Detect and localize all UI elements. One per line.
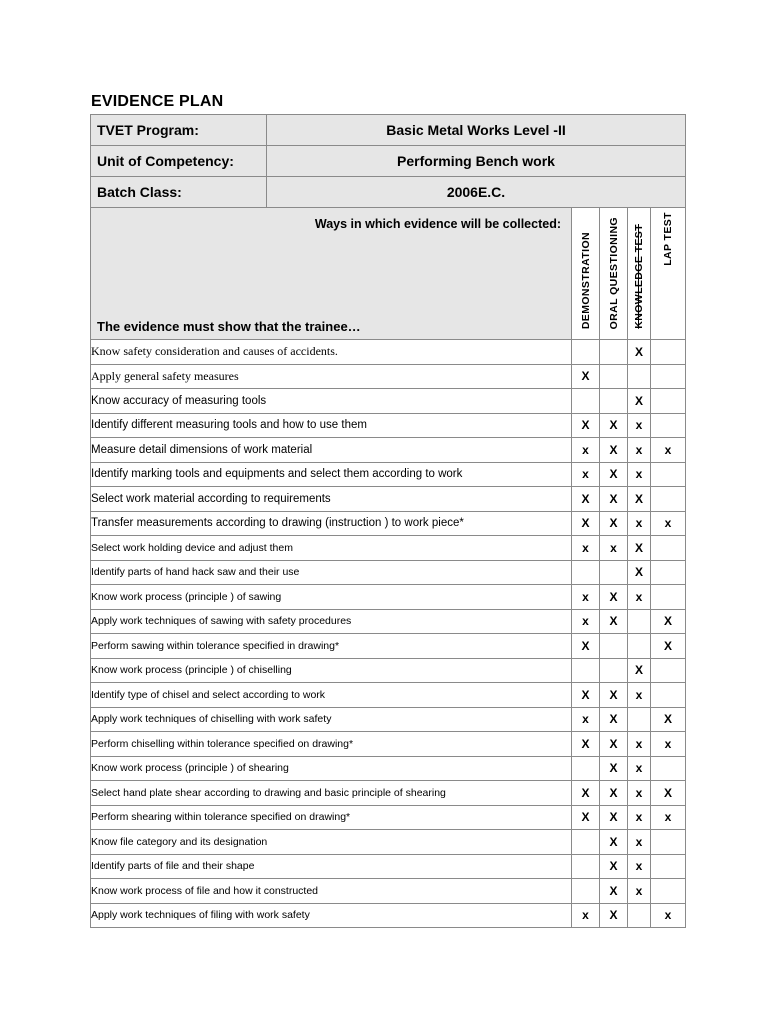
method-mark-cell: X [600,683,628,708]
method-mark-cell: X [651,634,686,659]
method-mark-cell: X [600,462,628,487]
method-mark-cell: x [572,438,600,463]
method-mark-cell [651,340,686,365]
method-mark-cell [651,585,686,610]
method-mark-cell: X [600,903,628,928]
method-mark-cell: X [651,781,686,806]
method-mark-cell [651,487,686,512]
document-title: EVIDENCE PLAN [91,93,224,110]
method-mark-cell: X [651,707,686,732]
method-mark-cell: x [651,805,686,830]
method-mark-cell [600,340,628,365]
criterion-cell: Apply work techniques of filing with work safety [91,903,572,928]
method-mark-cell [651,462,686,487]
method-header-lap-test [651,208,686,340]
method-mark-cell: x [600,536,628,561]
method-mark-cell: X [572,683,600,708]
table-row [91,854,686,879]
method-mark-cell [651,536,686,561]
method-label-oral-questioning: ORAL QUESTIONING [607,216,620,329]
method-mark-cell: X [628,560,651,585]
table-row [91,413,686,438]
method-mark-cell: x [628,511,651,536]
method-mark-cell: x [628,756,651,781]
method-mark-cell: X [572,781,600,806]
method-mark-cell [651,560,686,585]
method-mark-cell [651,854,686,879]
criterion-cell: Apply work techniques of sawing with safety procedures [91,609,572,634]
table-row [91,560,686,585]
unit-value: Performing Bench work [267,146,686,177]
unit-label: Unit of Competency: [91,146,267,177]
criterion-cell: Perform sawing within tolerance specified in drawing* [91,634,572,659]
table-row [91,683,686,708]
method-mark-cell: X [600,487,628,512]
table-row [91,805,686,830]
method-mark-cell [572,830,600,855]
method-mark-cell: x [651,903,686,928]
method-mark-cell: X [600,879,628,904]
method-mark-cell: X [628,536,651,561]
method-mark-cell [628,634,651,659]
method-mark-cell: X [572,487,600,512]
criterion-cell: Select work material according to requirements [91,487,572,512]
method-mark-cell: X [600,854,628,879]
method-mark-cell: X [651,609,686,634]
table-row [91,830,686,855]
method-mark-cell [651,658,686,683]
method-mark-cell [651,389,686,414]
criterion-cell: Know safety consideration and causes of accidents. [91,340,572,365]
table-row [91,658,686,683]
method-mark-cell: x [628,732,651,757]
method-mark-cell [651,830,686,855]
method-mark-cell: x [628,781,651,806]
criterion-cell: Perform chiselling within tolerance specified on drawing* [91,732,572,757]
program-label: TVET Program: [91,115,267,146]
criterion-cell: Know work process (principle ) of chiselling [91,658,572,683]
method-label-lap-test: LAP TEST [662,212,674,266]
method-mark-cell: x [628,854,651,879]
program-row [91,115,686,146]
method-mark-cell: x [651,732,686,757]
criterion-cell: Identify marking tools and equipments and select them according to work [91,462,572,487]
table-row [91,364,686,389]
method-mark-cell [572,340,600,365]
batch-label: Batch Class: [91,177,267,208]
method-mark-cell [651,879,686,904]
method-mark-cell: X [628,340,651,365]
batch-value: 2006E.C. [267,177,686,208]
method-mark-cell [651,364,686,389]
method-label-demonstration: DEMONSTRATION [579,231,592,329]
method-mark-cell [628,707,651,732]
criterion-cell: Identify type of chisel and select according to work [91,683,572,708]
table-row [91,340,686,365]
method-mark-cell: X [628,487,651,512]
methods-header-row [91,208,686,340]
criterion-cell: Know file category and its designation [91,830,572,855]
criterion-cell: Know accuracy of measuring tools [91,389,572,414]
method-mark-cell: X [600,707,628,732]
criterion-cell: Identify parts of file and their shape [91,854,572,879]
criterion-cell: Measure detail dimensions of work material [91,438,572,463]
method-mark-cell [651,756,686,781]
method-mark-cell: X [600,756,628,781]
method-mark-cell [572,658,600,683]
table-row [91,462,686,487]
method-mark-cell: x [628,413,651,438]
method-mark-cell [572,879,600,904]
method-header-demonstration [572,208,600,340]
criterion-cell: Know work process (principle ) of shearing [91,756,572,781]
method-mark-cell: x [628,805,651,830]
table-row [91,389,686,414]
method-mark-cell: x [572,585,600,610]
method-mark-cell: X [600,585,628,610]
method-mark-cell: x [628,830,651,855]
criterion-cell: Perform shearing within tolerance specified on drawing* [91,805,572,830]
method-mark-cell: X [572,634,600,659]
batch-row [91,177,686,208]
method-mark-cell [651,413,686,438]
method-label-knowledge-test: KNOWLEDGE TEST [633,224,645,329]
method-mark-cell: x [572,536,600,561]
method-mark-cell: X [628,658,651,683]
method-mark-cell: x [572,462,600,487]
method-mark-cell: x [572,707,600,732]
method-mark-cell [628,364,651,389]
method-mark-cell [600,658,628,683]
table-row [91,585,686,610]
method-mark-cell [600,364,628,389]
method-header-knowledge-test [628,208,651,340]
trainee-label: The evidence must show that the trainee… [97,319,361,334]
evidence-plan-body [91,115,686,928]
method-mark-cell [572,389,600,414]
method-mark-cell: X [572,805,600,830]
table-row [91,732,686,757]
table-row [91,438,686,463]
program-value: Basic Metal Works Level -II [267,115,686,146]
table-row [91,879,686,904]
method-mark-cell: x [572,903,600,928]
criterion-cell: Transfer measurements according to drawing (instruction ) to work piece* [91,511,572,536]
method-mark-cell: x [628,683,651,708]
method-mark-cell [600,389,628,414]
method-mark-cell: X [600,830,628,855]
method-mark-cell [628,609,651,634]
criterion-cell: Know work process of file and how it constructed [91,879,572,904]
method-mark-cell: X [572,732,600,757]
ways-header-cell [91,208,572,340]
method-mark-cell [572,560,600,585]
criterion-cell: Apply work techniques of chiselling with work safety [91,707,572,732]
table-row [91,511,686,536]
table-row [91,781,686,806]
criterion-cell: Apply general safety measures [91,364,572,389]
criterion-cell: Identify parts of hand hack saw and their use [91,560,572,585]
method-mark-cell: x [628,879,651,904]
table-row [91,536,686,561]
method-mark-cell: X [600,413,628,438]
criterion-cell: Select hand plate shear according to drawing and basic principle of shearing [91,781,572,806]
method-mark-cell [651,683,686,708]
table-row [91,609,686,634]
table-row [91,707,686,732]
method-mark-cell: x [572,609,600,634]
method-mark-cell: X [572,511,600,536]
method-mark-cell: x [628,438,651,463]
ways-label: Ways in which evidence will be collected: [314,217,561,231]
method-mark-cell [600,634,628,659]
method-mark-cell: x [628,462,651,487]
method-mark-cell [628,903,651,928]
method-mark-cell: X [600,609,628,634]
criterion-cell: Know work process (principle ) of sawing [91,585,572,610]
table-row [91,903,686,928]
method-header-oral-questioning [600,208,628,340]
method-mark-cell: X [628,389,651,414]
method-mark-cell: X [572,364,600,389]
criterion-cell: Select work holding device and adjust them [91,536,572,561]
method-mark-cell: x [628,585,651,610]
method-mark-cell: X [572,413,600,438]
evidence-plan-table [90,114,686,928]
method-mark-cell: X [600,511,628,536]
table-row [91,487,686,512]
table-row [91,756,686,781]
method-mark-cell: x [651,438,686,463]
method-mark-cell: X [600,732,628,757]
unit-row [91,146,686,177]
method-mark-cell: X [600,438,628,463]
method-mark-cell: X [600,805,628,830]
method-mark-cell [572,854,600,879]
table-row [91,634,686,659]
method-mark-cell: X [600,781,628,806]
method-mark-cell [600,560,628,585]
method-mark-cell [572,756,600,781]
criterion-cell: Identify different measuring tools and how to use them [91,413,572,438]
method-mark-cell: x [651,511,686,536]
